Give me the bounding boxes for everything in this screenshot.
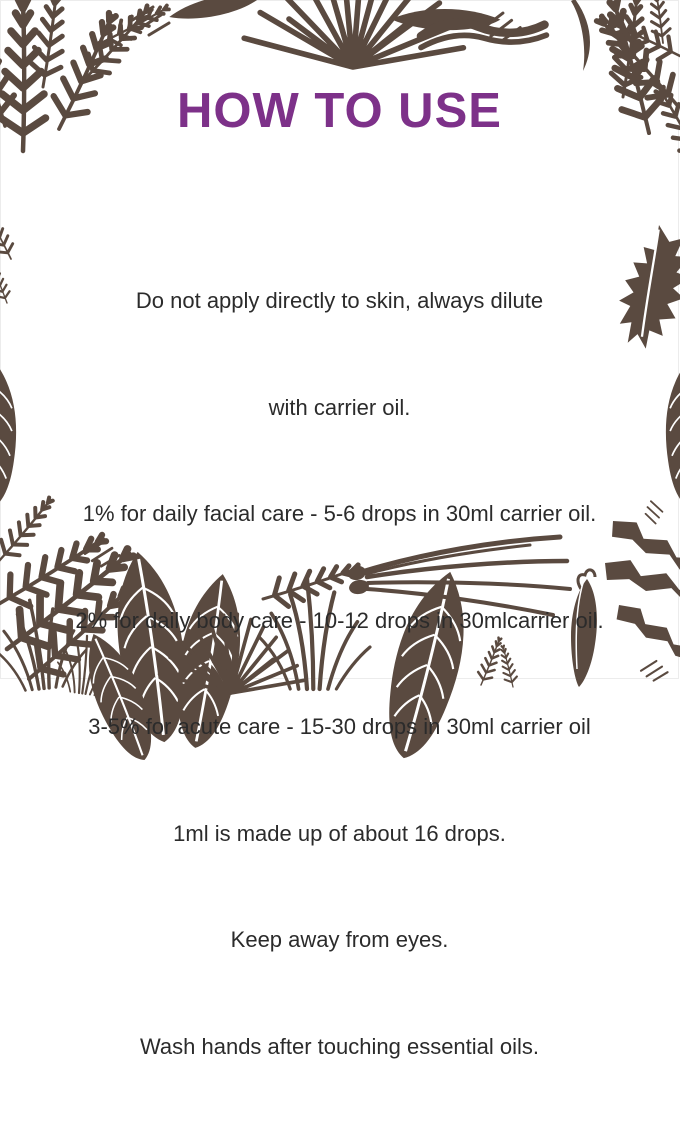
half-leaf-icon: [167, 0, 264, 22]
instruction-line-acute-care: 3-5% for acute care - 15-30 drops in 30ml carrier oil: [88, 714, 591, 739]
instruction-line-facial-care: 1% for daily facial care - 5-6 drops in 30ml carrier oil.: [82, 501, 597, 526]
instruction-line-wash-hands: Wash hands after touching essential oils.: [139, 1033, 540, 1059]
leaf-sprigs-left-edge: [0, 203, 19, 305]
instructions-block: [19, 212, 660, 1135]
instruction-line-drops-per-ml: 1ml is made up of about 16 drops.: [173, 820, 506, 846]
instruction-line-body-care: 2% for daily body care - 10-12 drops in 30mlcarrier oil.: [75, 607, 604, 633]
curved-branch-icon: [571, 0, 590, 71]
instruction-line-dilute: Do not apply directly to skin, always dilute: [135, 288, 544, 313]
instruction-line-keep-away-eyes: Keep away from eyes.: [230, 927, 449, 952]
half-veined-leaf-icon: [666, 357, 680, 509]
page-title: HOW TO USE: [177, 84, 502, 138]
half-veined-leaf-icon: [0, 357, 16, 509]
instruction-line-carrier-oil: with carrier oil.: [268, 394, 411, 420]
